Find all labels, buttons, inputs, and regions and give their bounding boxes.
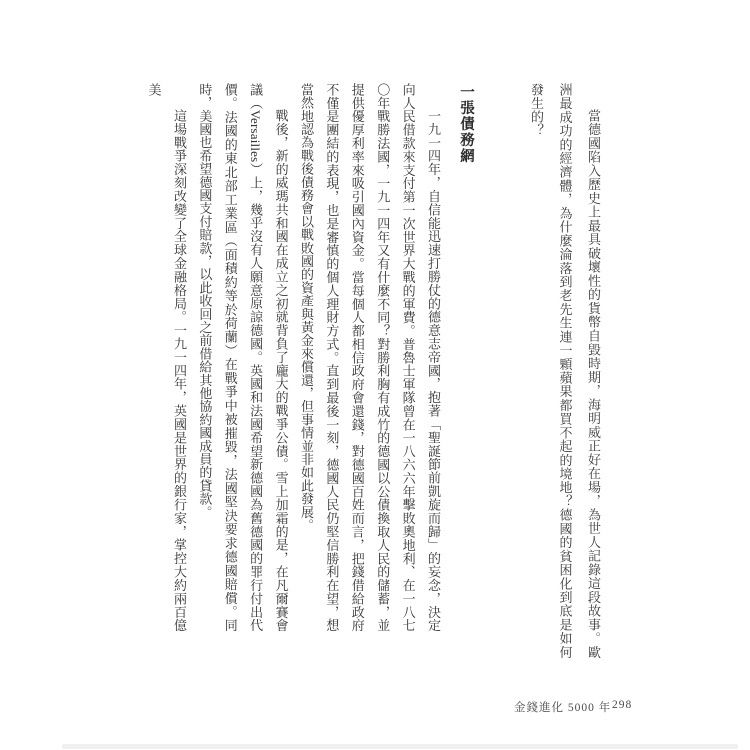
- intro-block: [517, 83, 607, 659]
- intro-paragraph: 當德國陷入歷史上最具破壞性的貨幣自毀時期，海明威正好在場，為世人記錄這段故事。歐洲最成功的經濟體，為什麼淪落到老先生連一顆蘋果都買不起的境地？德國的貧困化到底是如何發生的？: [529, 83, 601, 659]
- section-heading: 一張債務網: [458, 84, 474, 164]
- body-paragraph: 這場戰爭深刻改變了全球金融格局。一九一四年，英國是世界的銀行家，掌控大約兩百億美: [146, 83, 187, 632]
- next-page-edge: [62, 744, 738, 749]
- body-paragraph: 戰後，新的威瑪共和國在成立之初就背負了龐大的戰爭公債。雪上加霜的是，在凡爾賽會議（Versailles）上，幾乎沒有人願意原諒德國。英國和法國希望新德國為舊德國的罪行付出代價。法國的東北部工業區（面積約等於荷蘭）在戰爭中被摧毀，法國堅決要求德國賠償。同時，美國也希望德國支付賠款，以此收回之前借給其他協約國成員的貸款。: [197, 83, 289, 632]
- page-footer: [0, 699, 750, 717]
- page-number: 298: [612, 699, 633, 711]
- running-title: 金錢進化 5000 年: [514, 702, 612, 714]
- body-text-block: [146, 83, 446, 632]
- body-paragraph: 一九一四年，自信能迅速打勝仗的德意志帝國，抱著「聖誕節前凱旋而歸」的妄念，決定向人民借款來支付第一次世界大戰的軍費。普魯士軍隊曾在一八六六年擊敗奧地利、在一八七〇年戰勝法國，一九一四年又有什麼不同？對勝利胸有成竹的德國以公債換取人民的儲蓄，並提供優厚利率來吸引國內資金。當每個人都相信政府會還錢，對德國百姓而言，把錢借給政府不僅是團結的表現，也是審慎的個人理財方式。直到最後一刻，德國人民仍堅信勝利在望，想當然地認為戰後債務會以戰敗國的資產與黃金來償還，但事情並非如此發展。: [298, 83, 441, 632]
